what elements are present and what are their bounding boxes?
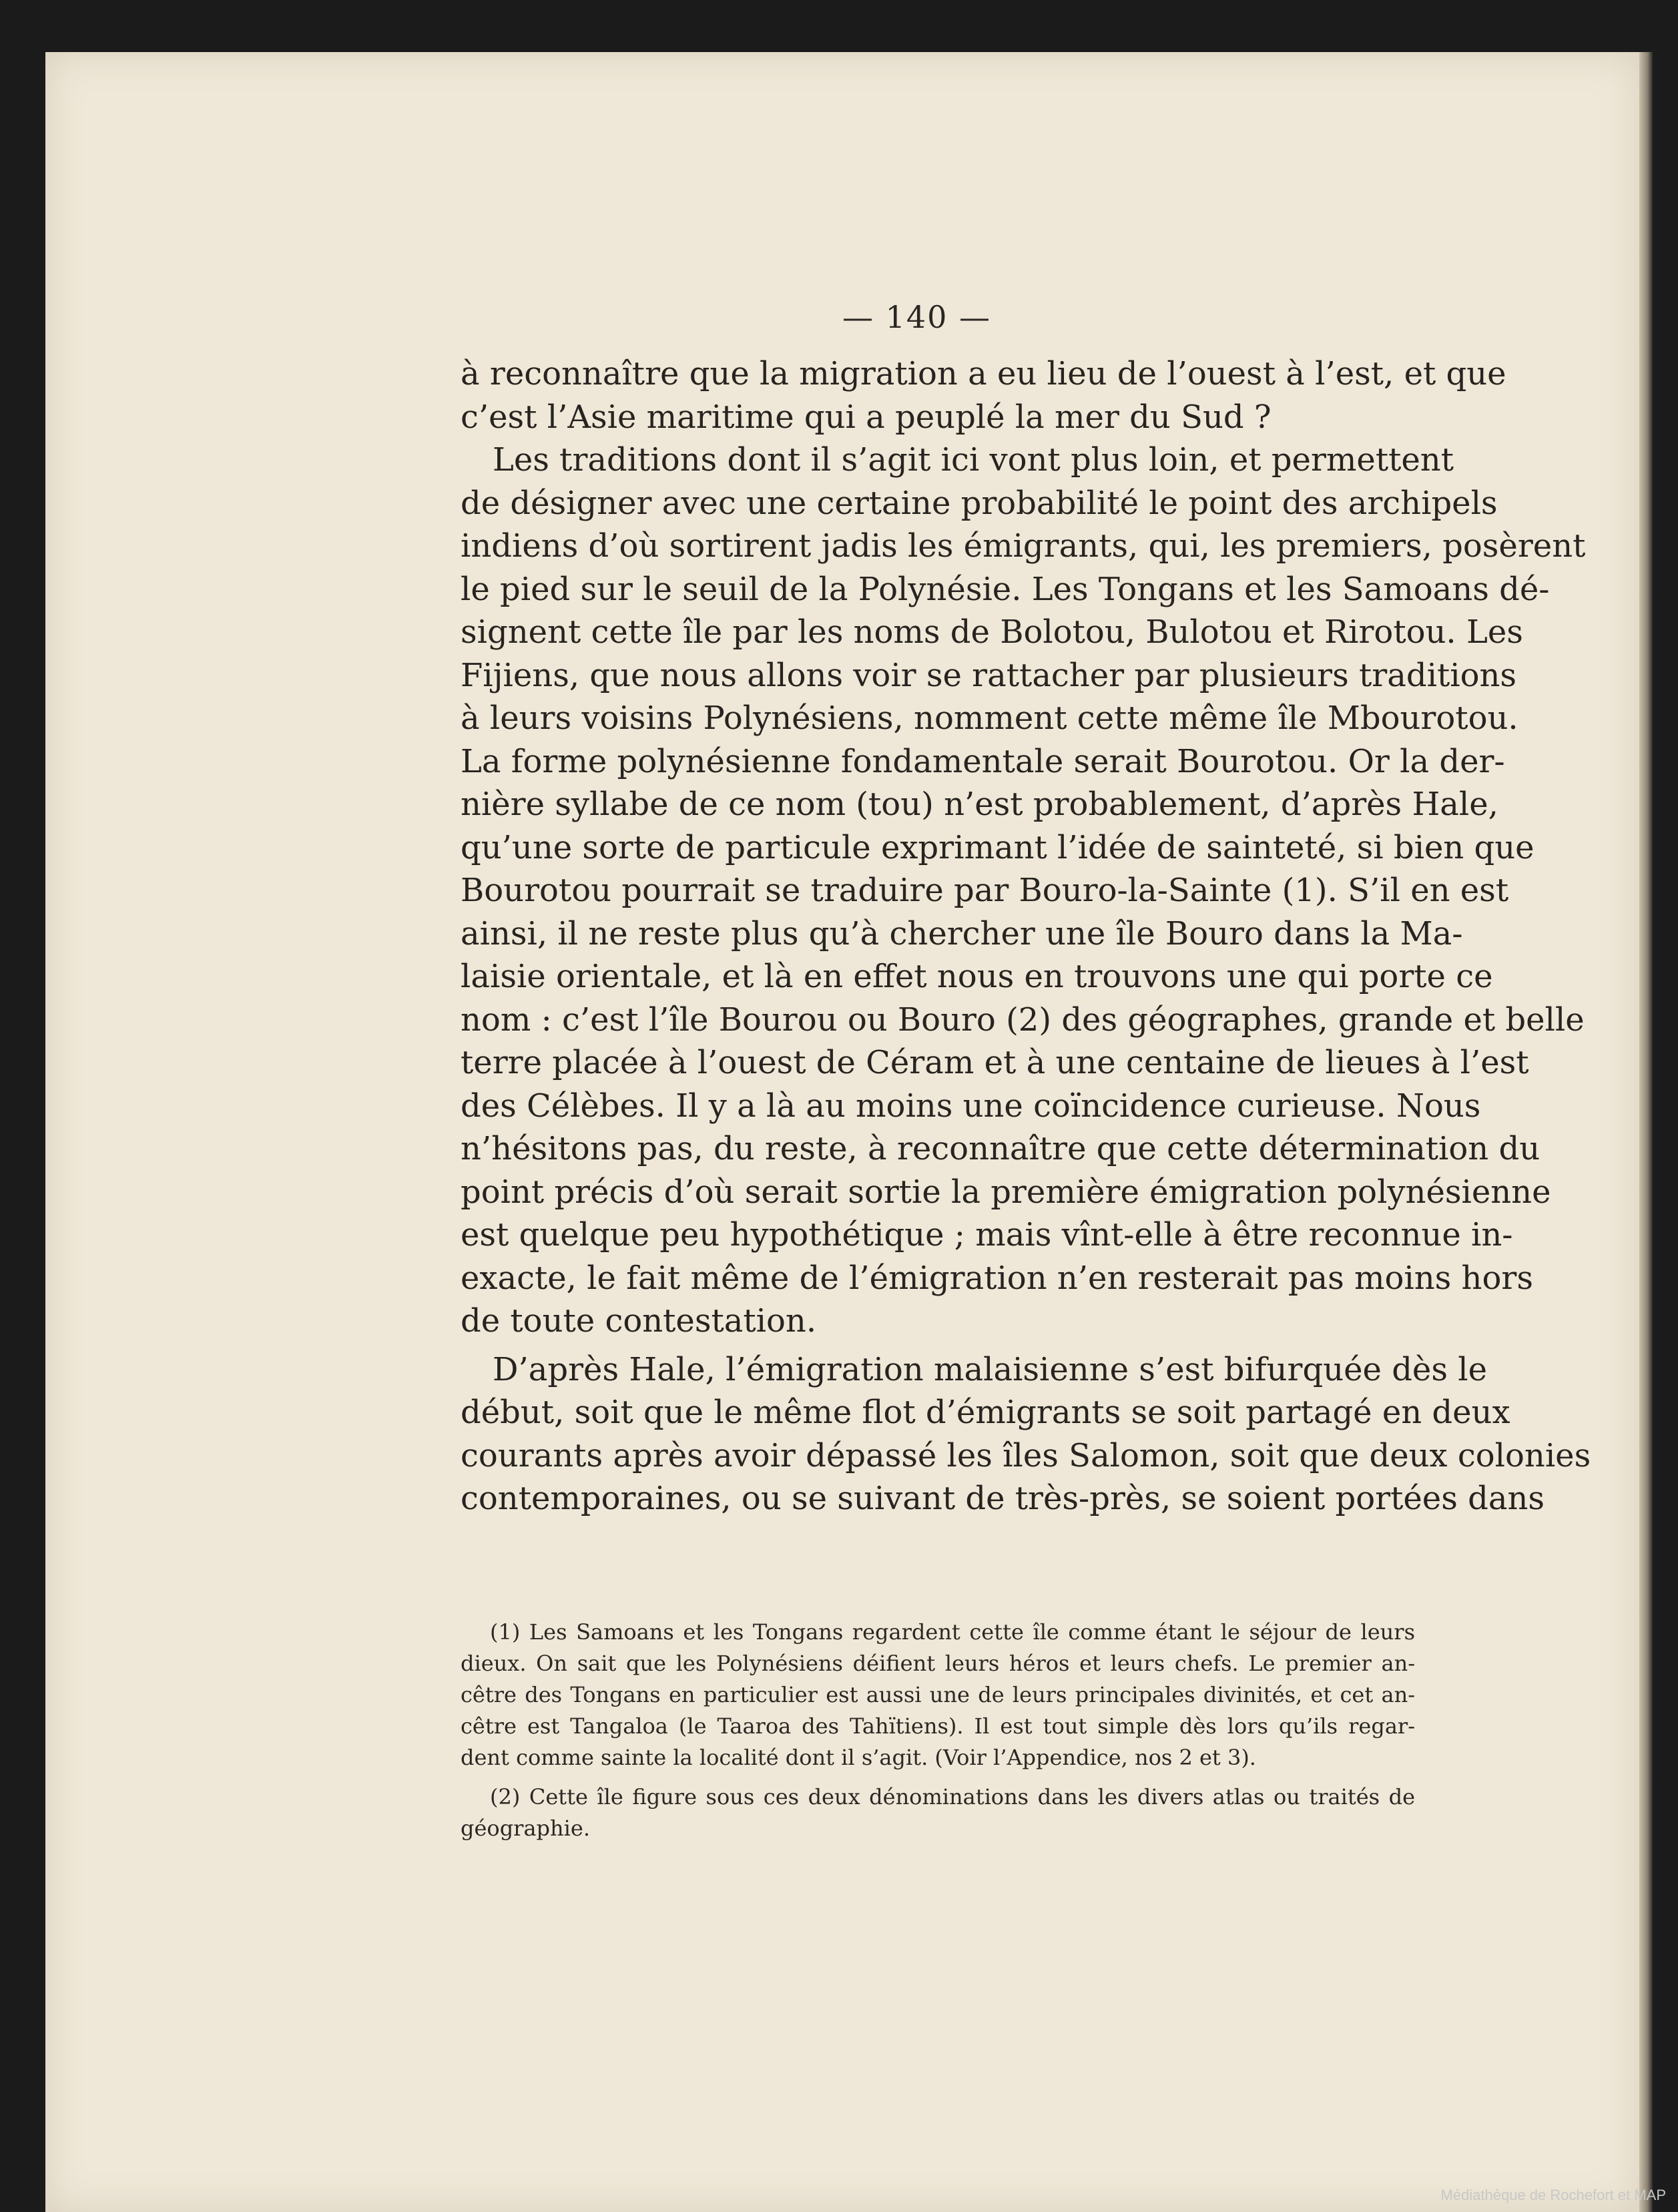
body-line: D’après Hale, l’émigration malaisienne s’est bifurquée dès le — [493, 1350, 1487, 1388]
page-number: — 140 — — [842, 299, 992, 335]
body-line: exacte, le fait même de l’émigration n’en resterait pas moins hors — [461, 1259, 1533, 1297]
body-line: de désigner avec une certaine probabilité le point des archipels — [461, 484, 1498, 522]
footnote-line: cêtre est Tangaloa (le Taaroa des Tahïtiens). Il est tout simple dès lors qu’ils regar- — [461, 1713, 1415, 1739]
body-line: n’hésitons pas, du reste, à reconnaître que cette détermination du — [461, 1130, 1541, 1167]
footnotes — [461, 1617, 1415, 1844]
body-text — [461, 352, 1591, 1520]
credit-watermark: Médiathèque de Rochefort et MAP — [1440, 2187, 1666, 2203]
body-line: laisie orientale, et là en effet nous en trouvons une qui porte ce — [461, 958, 1493, 995]
body-line: ainsi, il ne reste plus qu’à chercher une île Bouro dans la Ma- — [461, 914, 1463, 952]
body-line: à reconnaître que la migration a eu lieu de l’ouest à l’est, et que — [461, 355, 1506, 392]
page-edge — [1639, 52, 1653, 2212]
footnote-line: dent comme sainte la localité dont il s’agit. (Voir l’Appendice, nos 2 et 3). — [461, 1745, 1256, 1770]
body-line: Bourotou pourrait se traduire par Bouro-la-Sainte (1). S’il en est — [461, 872, 1509, 909]
body-line: terre placée à l’ouest de Céram et à une centaine de lieues à l’est — [461, 1044, 1529, 1081]
body-line: contemporaines, ou se suivant de très-près, se soient portées dans — [461, 1480, 1545, 1517]
body-line: de toute contestation. — [461, 1302, 817, 1340]
body-line: signent cette île par les noms de Bolotou, Bulotou et Rirotou. Les — [461, 613, 1523, 651]
body-line: c’est l’Asie maritime qui a peuplé la mer du Sud ? — [461, 398, 1272, 436]
body-line: à leurs voisins Polynésiens, nomment cette même île Mbourotou. — [461, 700, 1518, 737]
body-line: courants après avoir dépassé les îles Salomon, soit que deux colonies — [461, 1436, 1591, 1474]
body-line: est quelque peu hypothétique ; mais vînt-elle à être reconnue in- — [461, 1216, 1513, 1254]
body-line: point précis d’où serait sortie la première émigration polynésienne — [461, 1173, 1551, 1211]
body-line: Les traditions dont il s’agit ici vont plus loin, et permettent — [493, 441, 1454, 479]
body-line: début, soit que le même flot d’émigrants se soit partagé en deux — [461, 1394, 1510, 1431]
body-line: des Célèbes. Il y a là au moins une coïncidence curieuse. Nous — [461, 1087, 1481, 1125]
footnote-line: (2) Cette île figure sous ces deux dénominations dans les divers atlas ou traités de — [490, 1784, 1415, 1810]
footnote-line: (1) Les Samoans et les Tongans regardent cette île comme étant le séjour de leurs — [490, 1619, 1415, 1645]
body-line: indiens d’où sortirent jadis les émigrants, qui, les premiers, posèrent — [461, 527, 1586, 565]
body-line: nière syllabe de ce nom (tou) n’est probablement, d’après Hale, — [461, 786, 1498, 823]
body-line: le pied sur le seuil de la Polynésie. Les Tongans et les Samoans dé- — [461, 570, 1550, 608]
body-line: Fijiens, que nous allons voir se rattacher par plusieurs traditions — [461, 656, 1517, 694]
footnote-line: géographie. — [461, 1816, 590, 1841]
body-line: La forme polynésienne fondamentale serait Bourotou. Or la der- — [461, 742, 1505, 780]
footnote-line: cêtre des Tongans en particulier est aussi une de leurs principales divinités, et cet an- — [461, 1682, 1415, 1707]
footnote-line: dieux. On sait que les Polynésiens déifient leurs héros et leurs chefs. Le premier an- — [461, 1651, 1415, 1676]
body-line: qu’une sorte de particule exprimant l’idée de sainteté, si bien que — [461, 828, 1534, 866]
body-line: nom : c’est l’île Bourou ou Bouro (2) des géographes, grande et belle — [461, 1001, 1585, 1039]
